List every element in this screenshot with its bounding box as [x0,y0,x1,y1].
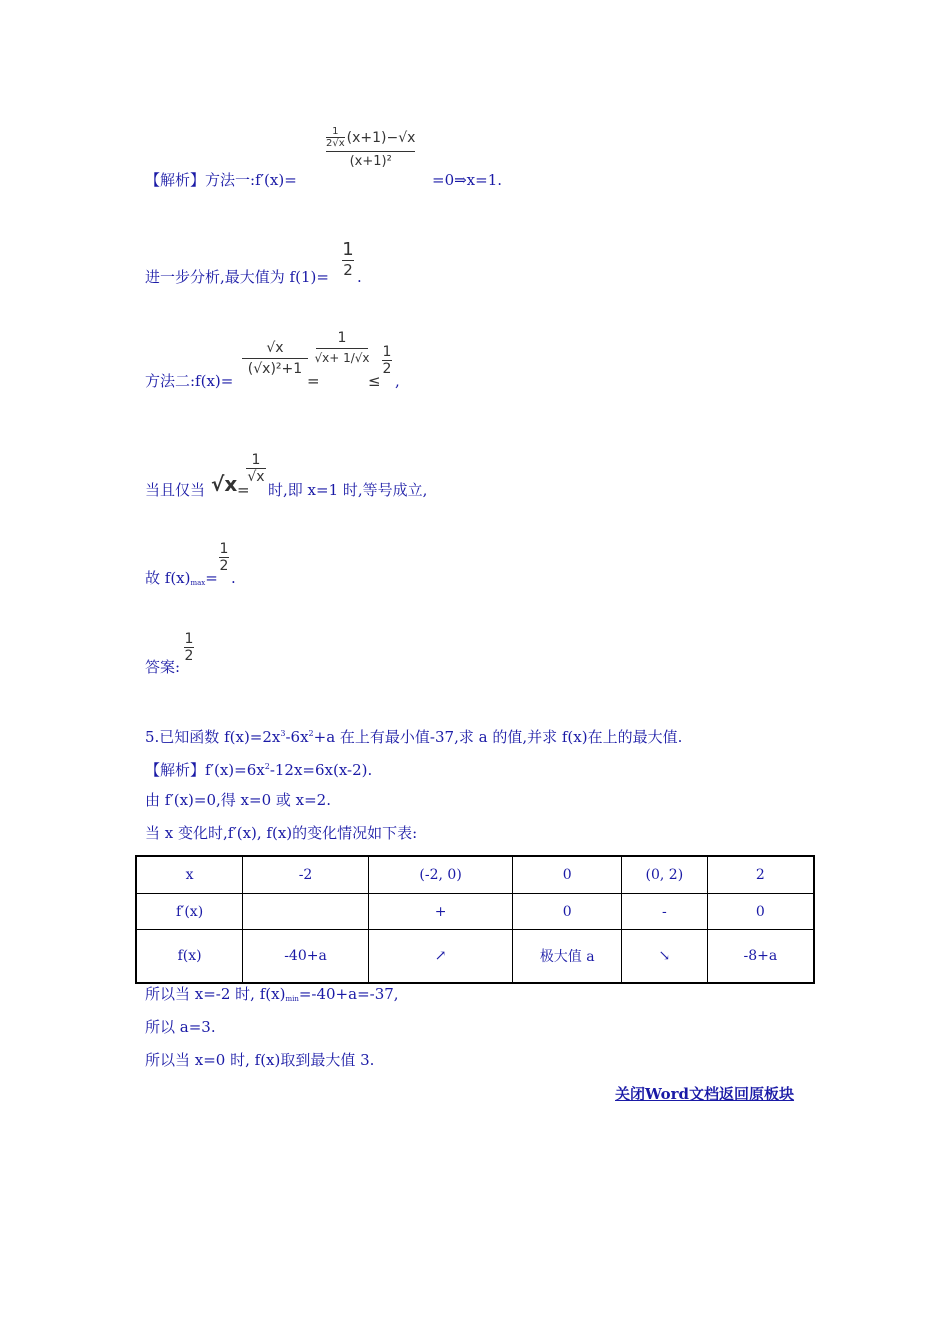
method1-inner-den: 2√x [326,138,345,149]
problem5-step2: 由 f′(x)=0,得 x=0 或 x=2. [145,791,331,809]
therefore-frac-den: 2 [219,558,229,574]
table-cell: 极大值 a [513,930,622,984]
table-cell: + [368,894,513,930]
p5-solution-sup: 2 [264,762,270,771]
m2-frac-c-den: 2 [382,361,392,377]
m2-le: ≤ [368,372,381,390]
p5-stmt-sup2: 2 [308,729,314,738]
method1-fraction [326,126,415,169]
table-cell: ↘ [621,930,707,984]
cond-frac-den: √x [247,469,265,485]
answer-frac-den: 2 [184,648,194,664]
table-row [136,894,814,930]
table-row [136,930,814,984]
analysis-bracket: 【解析】 [145,171,206,189]
therefore-frac-num: 1 [219,541,229,557]
p5-solution-a: f′(x)=6x [205,761,265,779]
m2-frac-a-den: (√x)²+1 [247,361,303,377]
answer-fraction [184,631,194,664]
line2-end: . [357,268,362,286]
therefore-line [145,568,218,593]
m2-frac-b-num: 1 [337,330,347,346]
m2-eq: = [307,372,320,390]
method1-numerator-rest: (x+1)−√x [346,129,416,146]
method2-frac-b [316,330,368,365]
table-cell [243,894,369,930]
table-cell: f(x) [136,930,243,984]
table-cell: -40+a [243,930,369,984]
table-row [136,856,814,894]
cond-sqrt: √x [211,472,238,496]
conclusion-1 [145,984,399,1009]
problem5-step3: 当 x 变化时,f′(x), f(x)的变化情况如下表: [145,824,418,842]
problem5-statement [145,724,682,747]
table-cell: 0 [513,894,622,930]
table-cell: ↗ [368,930,513,984]
p5-stmt-c: +a 在上有最小值-37,求 a 的值,并求 f(x)在上的最大值. [313,728,683,746]
table-cell: 0 [513,856,622,894]
table-cell: 2 [707,856,814,894]
conclusion-3: 所以当 x=0 时, f(x)取到最大值 3. [145,1051,375,1069]
m2-frac-c-num: 1 [382,344,392,360]
therefore-text: 故 f(x) [145,569,191,587]
line2-fraction [342,239,354,279]
p5-solution-b: -12x=6x(x-2). [269,761,373,779]
table-cell: - [621,894,707,930]
method1-inner-num: 1 [332,126,339,137]
further-analysis-text: 进一步分析,最大值为 f(1)= [145,268,329,286]
method2-frac-c [382,344,392,377]
p5-stmt-sup1: 3 [280,729,286,738]
table-cell: (-2, 0) [368,856,513,894]
line2-frac-num: 1 [342,239,354,260]
answer-frac-num: 1 [184,631,194,647]
table-cell: (0, 2) [621,856,707,894]
concl1-b: =-40+a=-37, [298,985,399,1003]
close-word-document-link[interactable]: 关闭Word文档返回原板块 [615,1085,795,1103]
further-analysis [145,267,329,287]
line2-frac-den: 2 [343,261,353,279]
method1-denominator: (x+1)² [349,154,392,169]
concl1-a: 所以当 x=-2 时, f(x) [145,985,286,1003]
variation-table [135,855,815,984]
table-cell: x [136,856,243,894]
m2-frac-a-num: √x [266,340,284,356]
method1-line [145,170,297,190]
method1-label: 方法一:f′(x)= [205,171,297,189]
concl1-sub: min [285,995,299,1003]
p5-stmt-b: -6x [285,728,309,746]
m2-frac-b-den: √x+ 1/√x [314,351,370,365]
method2-label: 方法二:f(x)= [145,372,234,390]
table-cell: -8+a [707,930,814,984]
method2-frac-a [242,340,308,377]
cond-text-b: 时,即 x=1 时,等号成立, [268,481,428,499]
conclusion-2: 所以 a=3. [145,1018,216,1036]
therefore-eq: = [205,569,218,587]
cond-frac-num: 1 [251,452,261,468]
answer-label: 答案: [145,658,181,676]
therefore-end: . [231,569,236,587]
m2-end: , [395,372,400,390]
cond-text-a: 当且仅当 [145,481,206,499]
p5-solution-bracket: 【解析】 [145,761,206,779]
cond-eq: = [237,481,250,499]
table-cell: -2 [243,856,369,894]
therefore-sub: max [190,579,206,587]
p5-stmt-a: 5.已知函数 f(x)=2x [145,728,281,746]
therefore-fraction [219,541,229,574]
table-cell: f′(x) [136,894,243,930]
problem5-solution [145,757,372,780]
table-cell: 0 [707,894,814,930]
cond-fraction [246,452,266,485]
method1-result: =0⇒x=1. [432,171,503,189]
